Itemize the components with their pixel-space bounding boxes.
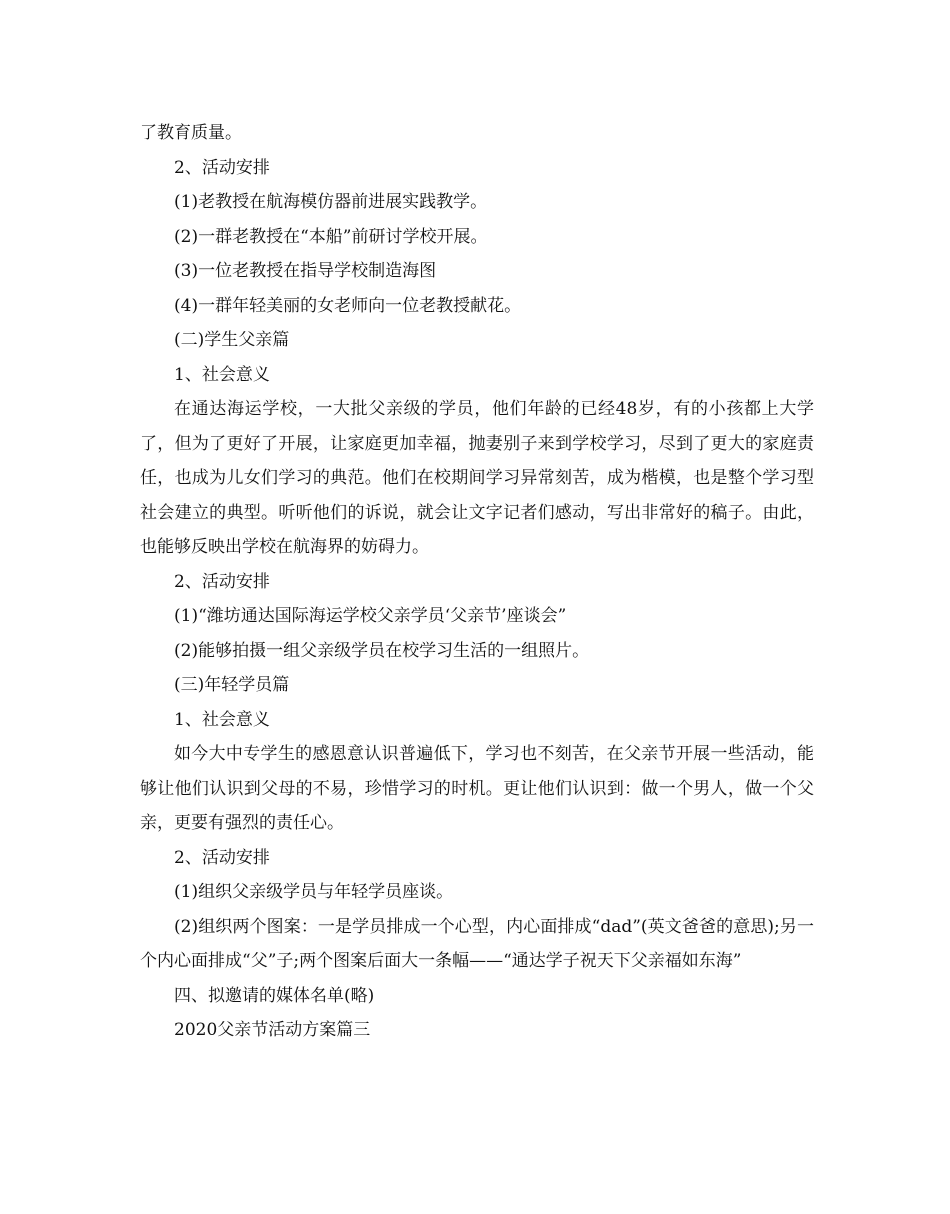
section-heading: 四、拟邀请的媒体名单(略) [174, 985, 375, 1006]
section-heading: (三)年轻学员篇 [174, 675, 290, 695]
section-heading: 2、活动安排 [174, 157, 270, 178]
list-item: (2)能够拍摄一组父亲级学员在校学习生活的一组照片。 [174, 640, 590, 661]
paragraph: 如今大中专学生的感恩意认识普遍低下，学习也不刻苦，在父亲节开展一些活动，能够让他们认识到父母的不易，珍惜学习的时机。更让他们认识到：做一个男人，做一个父亲，更要有强烈的责任心。 [140, 744, 814, 833]
paragraph: 在通达海运学校，一大批父亲级的学员，他们年龄的已经48岁，有的小孩都上大学了，但为了更好了开展，让家庭更加幸福，抛妻别子来到学校学习，尽到了更大的家庭责任，也成为儿女们学习的典范。他们在校期间学习异常刻苦，成为楷模，也是整个学习型社会建立的典型。听听他们的诉说，就会让文字记者们感动，写出非常好的稿子。由此，也能够反映出学校在航海界的妨碍力。 [140, 399, 814, 557]
list-item: (4)一群年轻美丽的女老师向一位老教授献花。 [174, 295, 522, 316]
list-item: (1)组织父亲级学员与年轻学员座谈。 [174, 882, 454, 902]
section-heading: (二)学生父亲篇 [174, 330, 290, 350]
section-heading: 1、社会意义 [174, 364, 270, 385]
list-item: (3)一位老教授在指导学校制造海图 [174, 261, 437, 281]
list-item: (2)组织两个图案：一是学员排成一个心型，内心面排成“dad”(英文爸爸的意思);另一个内心面排成“父”子;两个图案后面大一条幅——“通达学子祝天下父亲福如东海” [140, 916, 814, 971]
section-heading: 2、活动安排 [174, 571, 270, 592]
list-item: (1)“潍坊通达国际海运学校父亲学员‘父亲节’座谈会” [174, 606, 567, 626]
list-item: (2)一群老教授在“本船”前研讨学校开展。 [174, 226, 488, 247]
list-item: (1)老教授在航海模仿器前进展实践教学。 [174, 192, 488, 212]
section-heading: 2、活动安排 [174, 847, 270, 868]
section-heading: 1、社会意义 [174, 709, 270, 730]
section-heading: 2020父亲节活动方案篇三 [174, 1020, 371, 1040]
document-body [140, 116, 814, 1048]
paragraph: 了教育质量。 [140, 123, 242, 143]
